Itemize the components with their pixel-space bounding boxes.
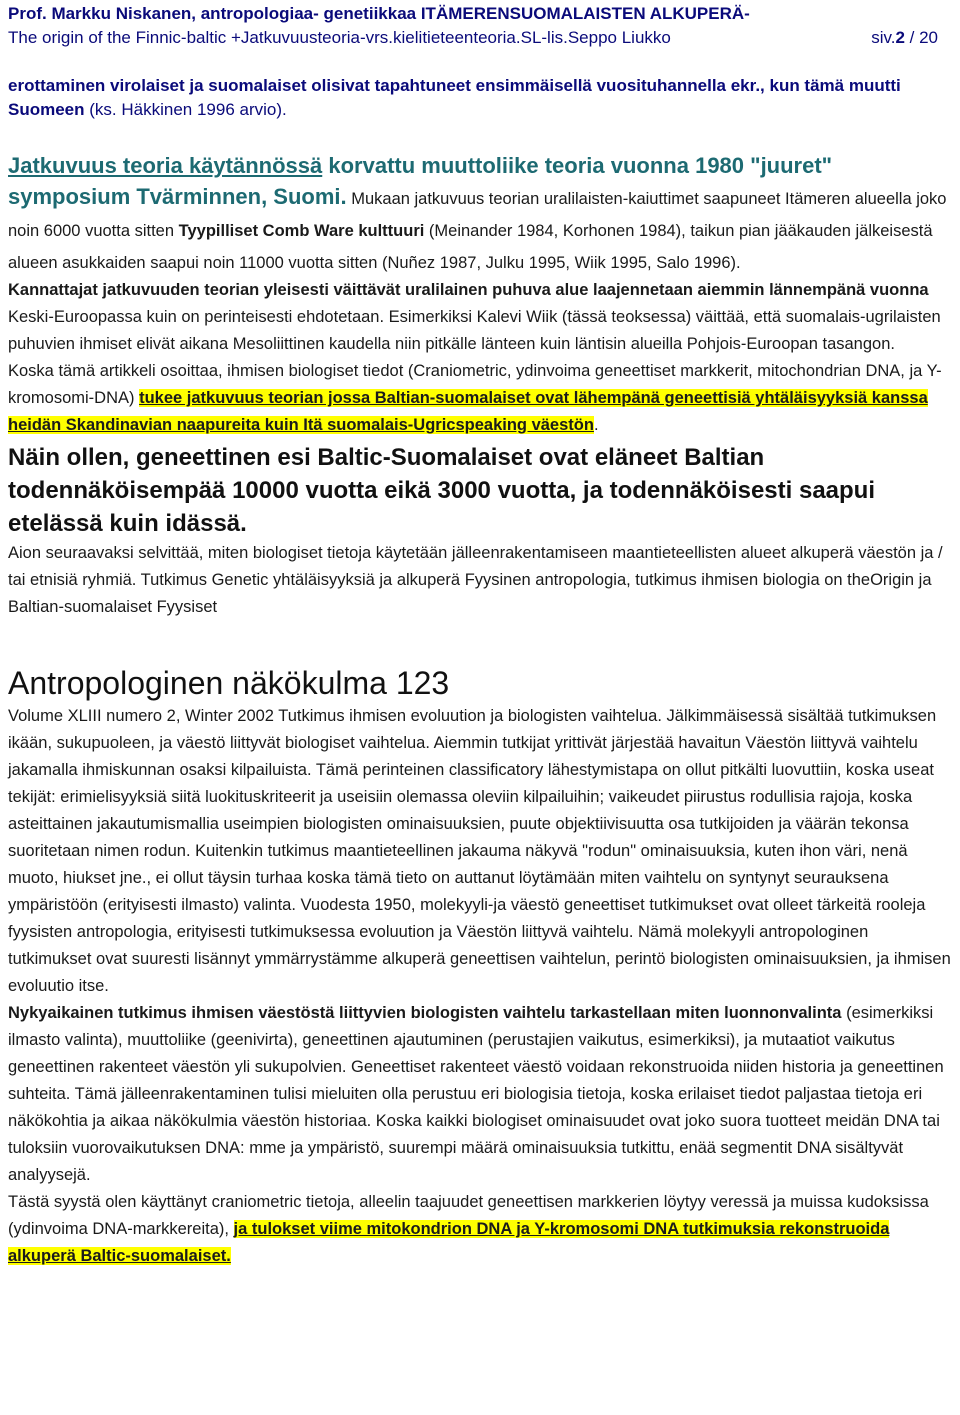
intro-rest-text: (ks. Häkkinen 1996 arvio).	[84, 100, 287, 119]
header-subtitle: The origin of the Finnic-baltic +Jatkuvuusteoria-vrs.kielitieteenteoria.SL-lis.Seppo Liukko	[8, 28, 671, 47]
page-prefix: siv.	[871, 28, 896, 47]
conclusion-paragraph: Näin ollen, geneettinen esi Baltic-Suomalaiset ovat eläneet Baltian todennäköisempää 10000 vuotta eikä 3000 vuotta, ja todennäköisesti saapui etelässä kuin idässä.	[8, 444, 875, 537]
continuity-heading-rest: korvattu muuttoliike teoria vuonna 1980 "juuret" symposium Tvärminnen, Suomi.	[8, 153, 833, 209]
para6	[8, 1000, 952, 1189]
section-title: Antropologinen näkökulma 123	[8, 665, 450, 701]
page-indicator	[871, 26, 952, 50]
para6-bold: Nykyaikainen tutkimus ihmisen väestöstä liittyvien biologisten vaihtelu tarkastellaan miten luonnonvalinta	[8, 1004, 842, 1022]
para3-highlight: tukee jatkuvuus teorian jossa Baltian-suomalaiset ovat lähempänä geneettisiä yhtäläisyyksiä kanssa heidän Skandinavian naapureita kuin Itä suomalais-Ugricspeaking väestön	[8, 389, 928, 434]
para7-lead: Tästä syystä olen käyttänyt craniometric tietoja, alleelin taajuudet geneettisen markkerien löytyy veressä ja muissa kudoksissa (ydinvoima DNA-markkereita),	[8, 1193, 929, 1238]
para6-rest: (esimerkiksi ilmasto valinta), muuttoliike (geenivirta), geneettinen ajautuminen (perustajien vaikutus, esimerkiksi), ja mutaatiot vaikutus geneettinen rakenteet väestön yli sukupolvien. Geneettiset rakenteet väestö voidaan rekonstruoida niiden historia ja geneettinen suhteita. Tämä jälleenrakentaminen tulisi mieluiten olla perustuu eri biologisia tietoja, koska erilaiset tiedot paljastaa tietoja eri näkökohtia ja aikaa näkökulmia väestön historiaa. Koska kaikki biologiset ominaisuudet ovat joko suora tuotteet meidän DNA tai tuloksiin vuorovaikutuksen DNA: mme ja ympäristö, suurempi määrä ominaisuuksia tutkittu, enää segmentit DNA sisältyvät analyysejä.	[8, 1004, 944, 1184]
intro-paragraph	[8, 74, 952, 122]
document-header	[8, 0, 952, 50]
para3-lead: Koska tämä artikkeli osoittaa, ihmisen biologiset tiedot (Craniometric, ydinvoima geneettiset markkerit, mitochondrian DNA, ja Y-kromosomi-DNA)	[8, 362, 942, 407]
para1-lead: Mukaan jatkuvuus teorian uralilaisten-kaiuttimet saapuneet Itämeren alueella joko noin 6000 vuotta sitten	[8, 190, 947, 240]
para7	[8, 1189, 952, 1270]
continuity-heading	[8, 150, 952, 277]
para7-highlight: ja tulokset viime mitokondrion DNA ja Y-kromosomi DNA tutkimuksia rekonstruoida alkuperä Baltic-suomalaiset.	[8, 1220, 890, 1265]
page-total: / 20	[909, 28, 938, 47]
header-author-title: Prof. Markku Niskanen, antropologiaa- genetiikkaa ITÄMERENSUOMALAISTEN ALKUPERÄ-	[8, 4, 750, 23]
page-number: 2	[895, 28, 905, 47]
para2	[8, 277, 952, 358]
para5: Volume XLIII numero 2, Winter 2002 Tutkimus ihmisen evoluution ja biologisten vaihtelua. Jälkimmäisessä sisältää tutkimuksen ikään, sukupuoleen, ja väestö liittyvät biologiset vaihtelua. Aiemmin tutkijat yrittivät järjestää havaitun Väestön liittyvä vaihtelu jakamalla ihmiskunnan osaksi kilpailuista. Tämä perinteinen classificatory lähestymistapa on ollut pitkälti luovuttiin, koska useat tekijät: erimielisyyksiä siitä luokituskriteerit ja useisiin olemassa oleviin kilpailuihin; vaikeudet piirustus rodullisia rajoja, koska asteittainen jakautumismallia useimpien biologisten ominaisuuksien, puute objektiivisuutta osa tutkijoiden ja väärän tekonsa suoritetaan nimen rodun. Kuitenkin tutkimus maantieteellinen jakauma näkyvä "rodun" ominaisuuksia, kuten ihon väri, nenä muoto, hiukset jne., ei ollut täysin turhaa koska tämä tieto on auttanut löytämään miten vaihtelu on syntynyt seurauksena ympäristöön (erityisesti ilmasto) valinta. Vuodesta 1950, molekyyli-ja väestö geneettiset tutkimukset ovat olleet tärkeitä rooleja fyysisten antropologia, erityisesti tutkimuksessa evoluution ja Väestön liittyvä vaihtelu. Nämä molekyyli antropologinen tutkimukset ovat suuresti lisännyt ymmärrystämme alkuperä geneettisen vaihtelun, perintö biologisten ominaisuuksien, ja ihmisen evoluutio itse.	[8, 707, 951, 995]
para2-bold: Kannattajat jatkuvuuden teorian yleisesti väittävät uralilainen puhuva alue laajennetaan aiemmin lännempänä vuonna	[8, 281, 929, 299]
para4: Aion seuraavaksi selvittää, miten biologiset tietoja käytetään jälleenrakentamiseen maantieteellisten alueet alkuperä väestön ja / tai etnisiä ryhmiä. Tutkimus Genetic yhtäläisyyksiä ja alkuperä Fyysinen antropologia, tutkimus ihmisen biologia on theOrigin ja Baltian-suomalaiset Fyysiset	[8, 544, 943, 616]
intro-bold-text: erottaminen virolaiset ja suomalaiset olisivat tapahtuneet ensimmäisellä vuosituhannella ekr., kun tämä muutti Suomeen	[8, 76, 901, 119]
para1-rest: (Meinander 1984, Korhonen 1984), taikun pian jääkauden jälkeisestä alueen asukkaiden saapui noin 11000 vuotta sitten (Nuñez 1987, Julku 1995, Wiik 1995, Salo 1996).	[8, 222, 933, 272]
para1-bold: Tyypilliset Comb Ware kulttuuri	[178, 222, 425, 240]
para2-rest: Keski-Euroopassa kuin on perinteisesti ehdotetaan. Esimerkiksi Kalevi Wiik (tässä teoksessa) väittää, että suomalais-ugrilaisten puhuvien ihmiset elivät aikana Mesoliittinen kaudella niin pitkälle länteen kuin läntisin alueilla Pohjois-Euroopan tasangon.	[8, 308, 941, 353]
para3	[8, 358, 952, 439]
header-subtitle-row	[8, 26, 952, 50]
para3-end: .	[593, 416, 599, 434]
continuity-heading-underlined: Jatkuvuus teoria käytännössä	[8, 153, 323, 178]
